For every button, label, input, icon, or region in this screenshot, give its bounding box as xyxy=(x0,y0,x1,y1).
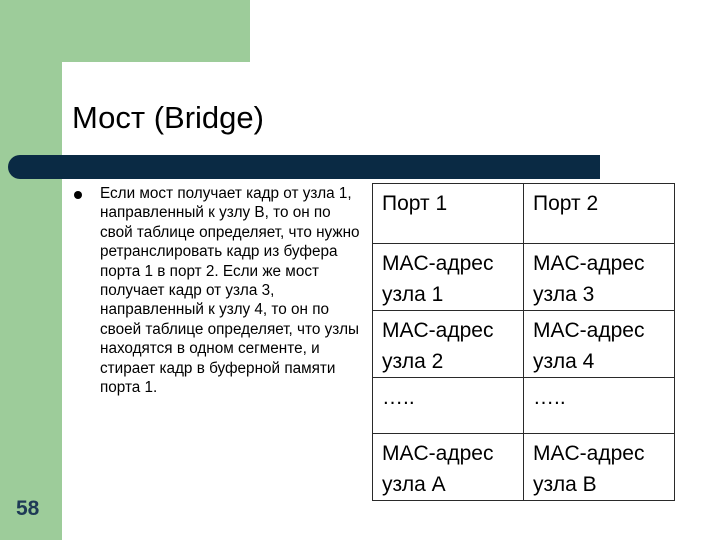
page-number: 58 xyxy=(16,497,40,520)
table-cell: MAC-адрес узла B xyxy=(524,434,675,501)
bullet-icon xyxy=(74,191,82,199)
table-cell: Порт 1 xyxy=(373,184,524,244)
mac-address-table xyxy=(372,183,675,501)
table-row xyxy=(373,244,675,311)
table-cell: MAC-адрес узла 4 xyxy=(524,311,675,378)
table-cell: MAC-адрес узла 2 xyxy=(373,311,524,378)
table-row xyxy=(373,378,675,434)
slide-body-text: Если мост получает кадр от узла 1, направленный к узлу B, то он по свой таблице определяет, что нужно ретранслировать кадр из буфера порта 1 в порт 2. Если же мост получает кадр от узла 3, направленный к узлу 4, то он по своей таблице определяет, что узлы находятся в одном сегменте, и стирает кадр в буферной памяти порта 1. xyxy=(100,185,360,397)
table-cell: Порт 2 xyxy=(524,184,675,244)
title-underline-bar xyxy=(8,155,600,179)
table-row xyxy=(373,434,675,501)
decor-green-left xyxy=(0,0,62,540)
table-cell: MAC-адрес узла A xyxy=(373,434,524,501)
table-cell: ….. xyxy=(524,378,675,434)
table-cell: MAC-адрес узла 1 xyxy=(373,244,524,311)
table-cell: MAC-адрес узла 3 xyxy=(524,244,675,311)
table-cell: ….. xyxy=(373,378,524,434)
slide-title: Мост (Bridge) xyxy=(72,100,264,135)
table-row xyxy=(373,311,675,378)
table-row xyxy=(373,184,675,244)
